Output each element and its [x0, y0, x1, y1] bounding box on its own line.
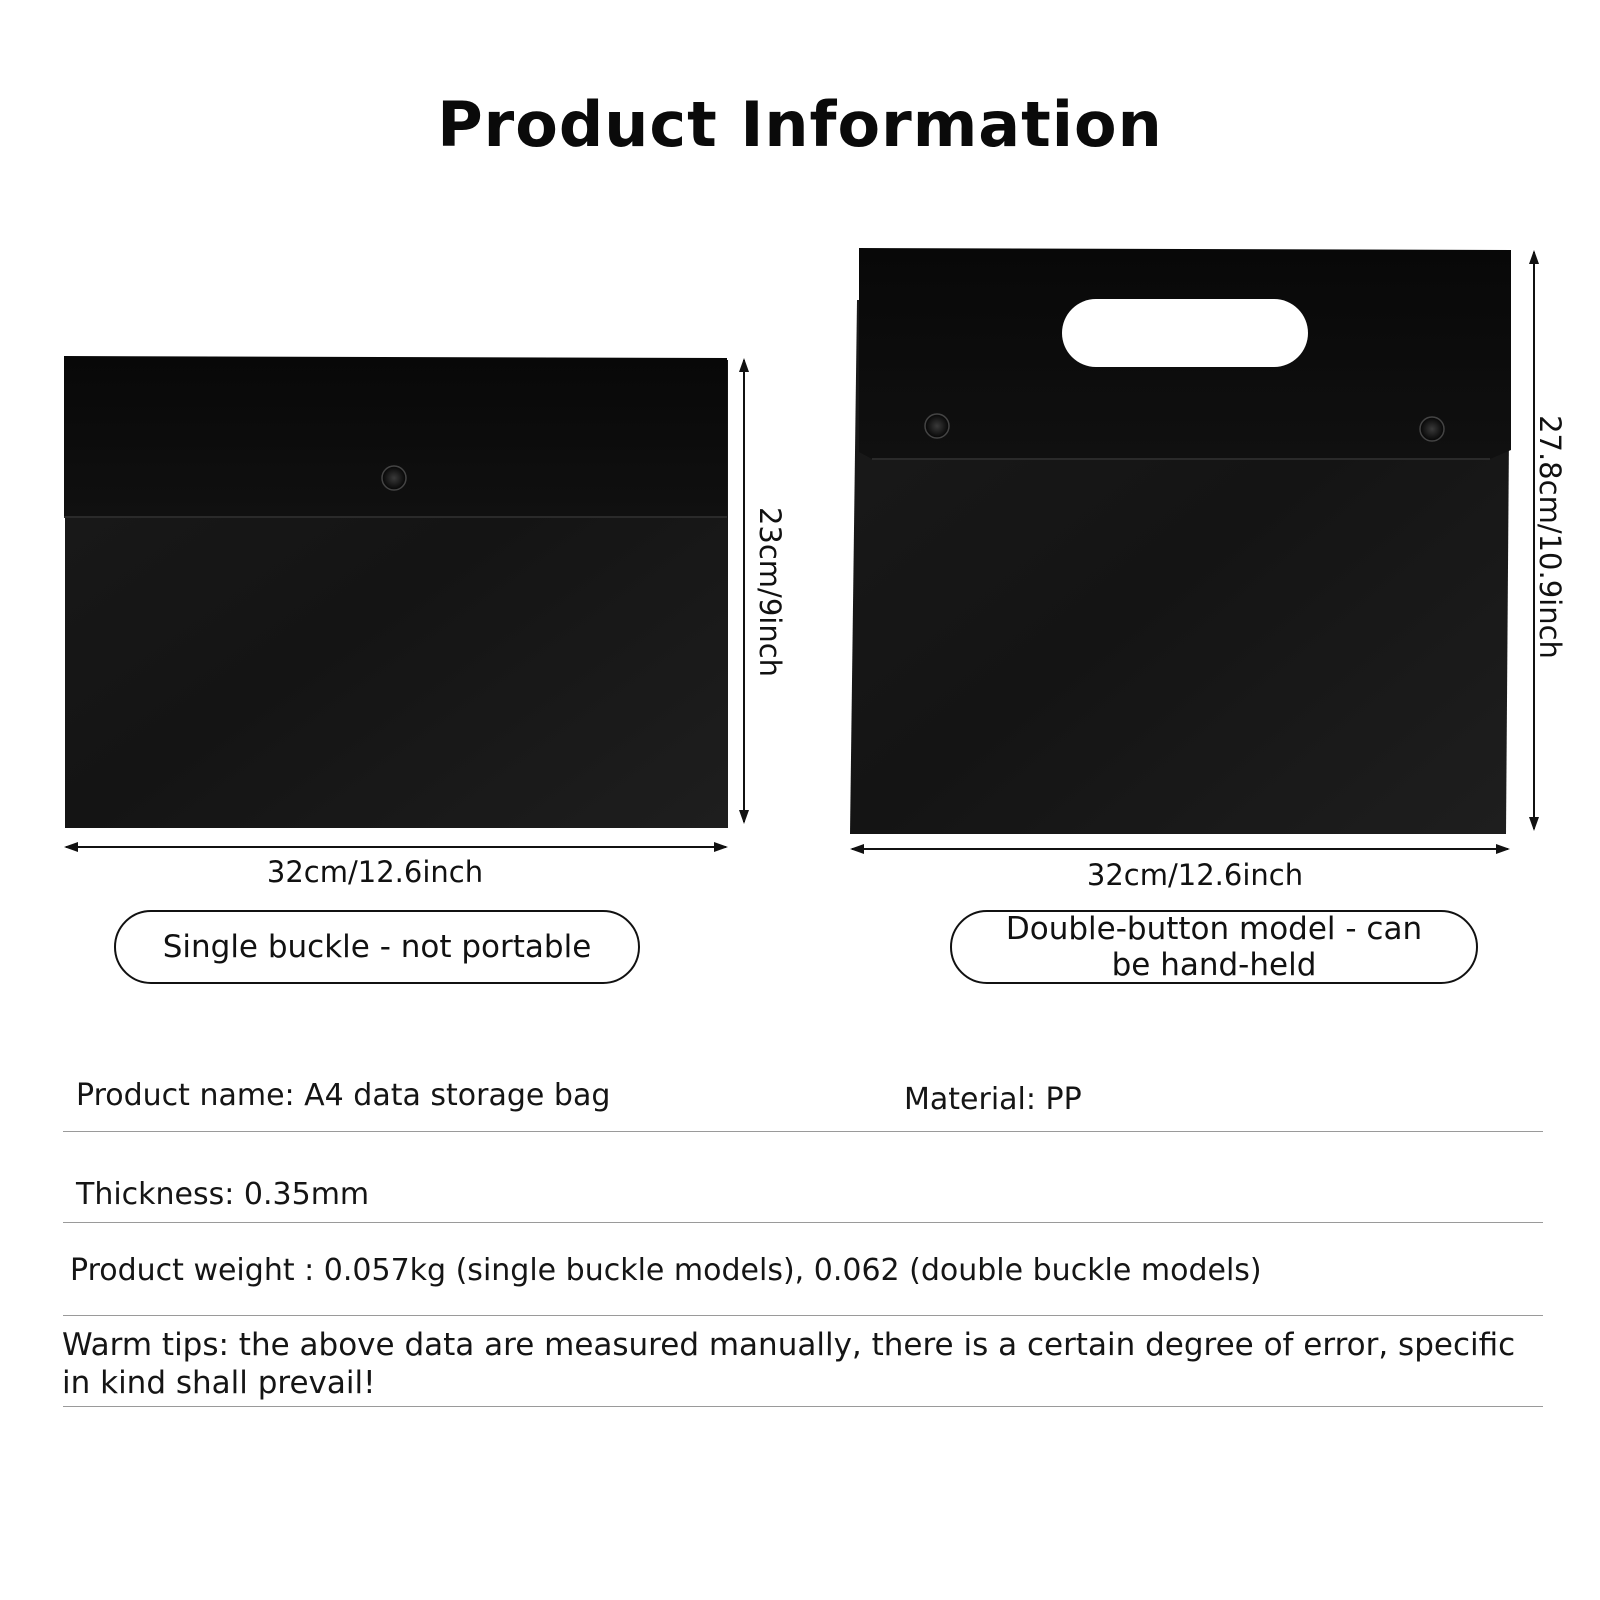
- model-badge-single-text: Single buckle - not portable: [162, 929, 592, 965]
- spec-weight: Product weight : 0.057kg (single buckle models), 0.062 (double buckle models): [70, 1253, 1262, 1288]
- width-label-single: 32cm/12.6inch: [266, 855, 484, 889]
- double-button-bag: [850, 248, 1511, 834]
- snap-button-icon: [1420, 417, 1444, 441]
- height-label-single: 23cm/9inch: [753, 506, 787, 678]
- divider: [63, 1131, 1543, 1132]
- snap-button-icon: [925, 414, 949, 438]
- single-buckle-bag-flap: [64, 356, 727, 517]
- snap-button-icon: [382, 466, 406, 490]
- spec-material: Material: PP: [904, 1082, 1082, 1117]
- divider: [63, 1222, 1543, 1223]
- spec-product-name: Product name: A4 data storage bag: [76, 1078, 611, 1113]
- model-badge-double: [950, 910, 1478, 984]
- width-label-double: 32cm/12.6inch: [1086, 858, 1304, 892]
- divider: [63, 1315, 1543, 1316]
- single-buckle-bag: [64, 356, 728, 828]
- model-badge-single: [114, 910, 640, 984]
- height-label-double: 27.8cm/10.9inch: [1533, 415, 1567, 659]
- divider: [63, 1406, 1543, 1407]
- spec-thickness: Thickness: 0.35mm: [76, 1177, 370, 1212]
- page-title: Product Information: [437, 88, 1163, 161]
- model-badge-double-text: Double-button model - can be hand-held: [1005, 911, 1423, 983]
- warm-tips: Warm tips: the above data are measured manually, there is a certain degree of error, specific in kind shall prevail!: [62, 1327, 1516, 1401]
- handle-hole: [1062, 299, 1308, 367]
